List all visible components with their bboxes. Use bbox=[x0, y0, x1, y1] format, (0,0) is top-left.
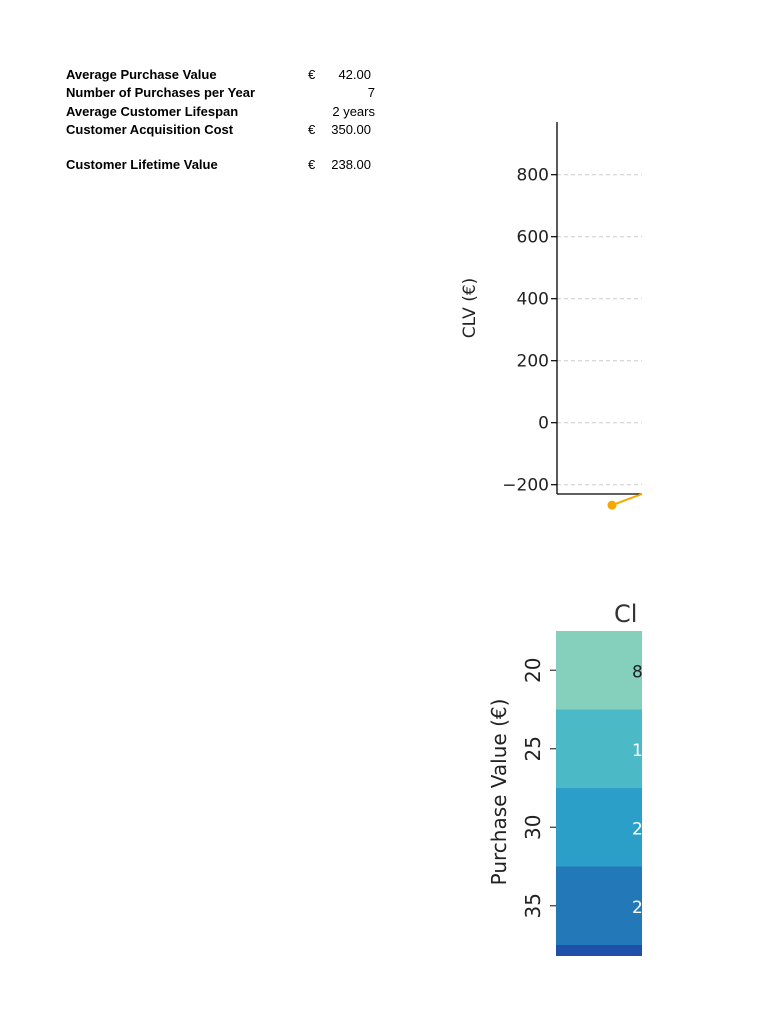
summary-row-acquisition-cost bbox=[66, 121, 386, 139]
summary-row-customer-lifetime-value bbox=[66, 156, 386, 174]
y-tick-label: 25 bbox=[521, 736, 545, 762]
gridlines bbox=[557, 175, 642, 485]
heatmap-cell bbox=[556, 867, 642, 946]
clv-line-chart bbox=[440, 100, 650, 520]
summary-label: Customer Acquisition Cost bbox=[66, 121, 234, 137]
heatmap-cell-label: 29 bbox=[632, 897, 654, 918]
y-tick-label: 800 bbox=[516, 165, 549, 186]
summary-label: Number of Purchases per Year bbox=[66, 85, 256, 101]
result-label: Customer Lifetime Value bbox=[66, 157, 218, 173]
data-point bbox=[608, 501, 617, 510]
summary-value: 2 years bbox=[332, 103, 375, 119]
heatmap-cell bbox=[556, 631, 642, 710]
heatmap-y-axis-label: Purchase Value (€) bbox=[487, 698, 511, 886]
summary-row-avg-purchase-value bbox=[66, 66, 386, 84]
clv-heatmap bbox=[480, 592, 654, 962]
series-line-segment bbox=[612, 494, 642, 505]
summary-value: 350.00 bbox=[331, 121, 371, 137]
heatmap-cell bbox=[556, 945, 642, 956]
summary-row-customer-lifespan bbox=[66, 103, 386, 121]
y-tick-label: 20 bbox=[521, 657, 545, 683]
heatmap-cells bbox=[556, 631, 654, 956]
y-axis-label: CLV (€) bbox=[460, 277, 480, 339]
y-axis-ticks bbox=[502, 166, 557, 496]
y-tick-label: 400 bbox=[516, 289, 549, 310]
summary-label: Average Purchase Value bbox=[66, 67, 217, 82]
y-tick-label: 0 bbox=[538, 413, 549, 434]
clv-summary-table bbox=[66, 66, 386, 174]
heatmap-title: Cl bbox=[614, 600, 638, 628]
summary-value: 7 bbox=[367, 85, 375, 101]
result-value: 238.00 bbox=[331, 157, 371, 173]
summary-label: Average Customer Lifespan bbox=[66, 103, 239, 119]
y-tick-label: −200 bbox=[502, 475, 549, 496]
currency-symbol: € bbox=[308, 67, 316, 82]
y-tick-label: 35 bbox=[521, 893, 545, 919]
clv-series bbox=[608, 494, 643, 510]
heatmap-cell bbox=[556, 710, 642, 789]
heatmap-cell bbox=[556, 788, 642, 867]
heatmap-y-ticks bbox=[521, 658, 556, 919]
currency-symbol: € bbox=[308, 157, 316, 173]
heatmap-cell-label: 15 bbox=[632, 740, 654, 761]
y-tick-label: 200 bbox=[516, 351, 549, 372]
currency-symbol: € bbox=[308, 121, 316, 137]
summary-row-purchases-per-year bbox=[66, 84, 386, 102]
heatmap-cell-label: 22 bbox=[632, 819, 654, 840]
heatmap-cell-label: 8 bbox=[632, 662, 643, 683]
y-tick-label: 600 bbox=[516, 227, 549, 248]
y-tick-label: 30 bbox=[521, 814, 545, 840]
summary-value: 42.00 bbox=[338, 67, 371, 82]
